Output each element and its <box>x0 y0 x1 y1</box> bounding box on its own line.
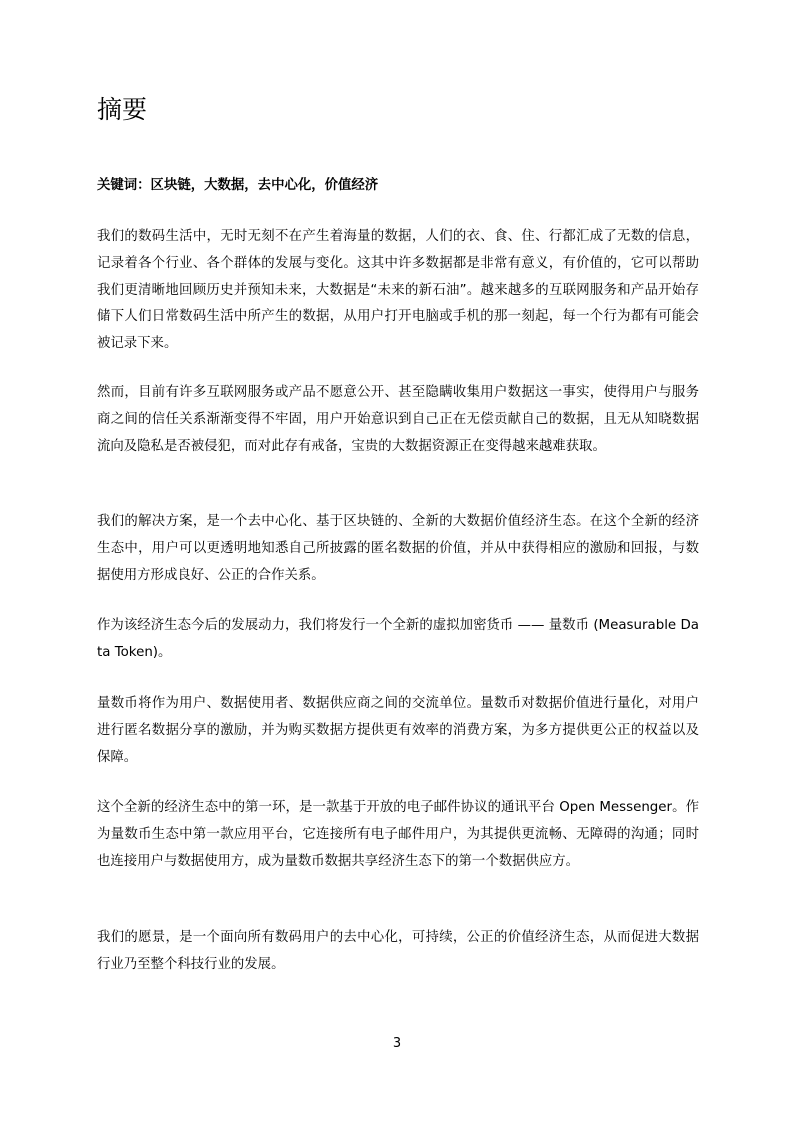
paragraph-solution: 我们的解决方案，是一个去中心化、基于区块链的、全新的大数据价值经济生态。在这个全新的经济生态中，用户可以更透明地知悉自己所披露的匿名数据的价值，并从中获得相应的激励和回报，与数据使用方形成良好、公正的合作关系。 <box>97 514 699 583</box>
paragraph-token-intro: 作为该经济生态今后的发展动力，我们将发行一个全新的虚拟加密货币 —— 量数币 (Measurable Data Token)。 <box>97 618 699 660</box>
paragraph-data-life: 我们的数码生活中，无时无刻不在产生着海量的数据，人们的衣、食、住、行都汇成了无数的信息，记录着各个行业、各个群体的发展与变化。这其中许多数据都是非常有意义，有价值的，它可以帮助我们更清晰地回顾历史并预知未来，大数据是“未来的新石油”。越来越多的互联网服务和产品开始存储下人们日常数码生活中所产生的数据，从用户打开电脑或手机的那一刻起，每一个行为都有可能会被记录下来。 <box>97 229 699 352</box>
page-number: 3 <box>392 1036 402 1051</box>
page-title: 摘要 <box>97 95 148 124</box>
paragraph-open-messenger: 这个全新的经济生态中的第一环，是一款基于开放的电子邮件协议的通讯平台 Open Messenger。作为量数币生态中第一款应用平台，它连接所有电子邮件用户，为其提供更流畅、无障碍的沟通；同时也连接用户与数据使用方，成为量数币数据共享经济生态下的第一个数据供应方。 <box>97 800 699 869</box>
paragraph-trust-problem: 然而，目前有许多互联网服务或产品不愿意公开、甚至隐瞒收集用户数据这一事实，使得用户与服务商之间的信任关系渐渐变得不牢固，用户开始意识到自己正在无偿贡献自己的数据，且无从知晓数据流向及隐私是否被侵犯，而对此存有戒备，宝贵的大数据资源正在变得越来越难获取。 <box>97 385 699 454</box>
paragraph-vision: 我们的愿景，是一个面向所有数码用户的去中心化，可持续，公正的价值经济生态，从而促进大数据行业乃至整个科技行业的发展。 <box>97 930 699 972</box>
paragraph-token-role: 量数币将作为用户、数据使用者、数据供应商之间的交流单位。量数币对数据价值进行量化，对用户进行匿名数据分享的激励，并为购买数据方提供更有效率的消费方案，为多方提供更公正的权益以及保障。 <box>97 696 699 765</box>
keywords-line: 关键词：区块链，大数据，去中心化，价值经济 <box>97 178 379 193</box>
